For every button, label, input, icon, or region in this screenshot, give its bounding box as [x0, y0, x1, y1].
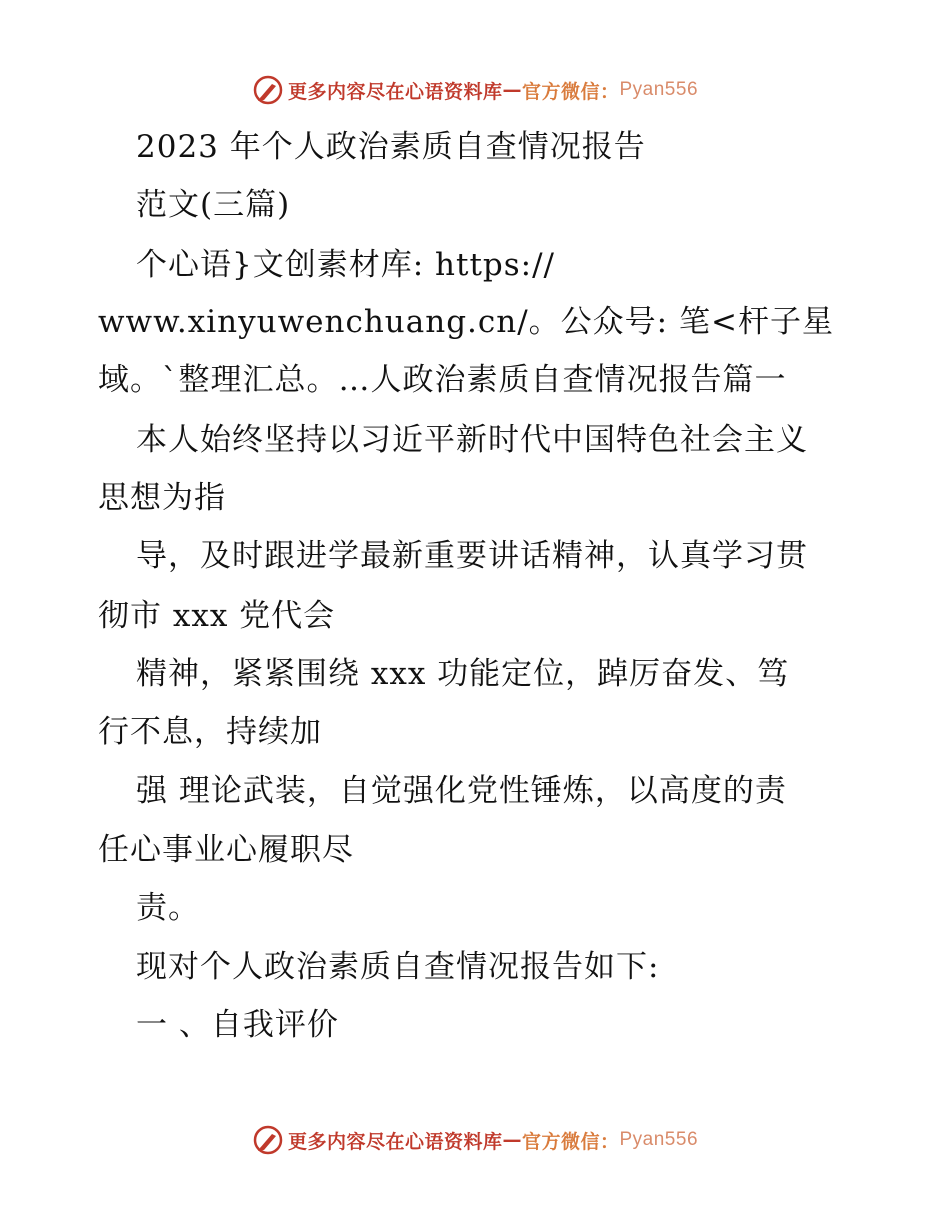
doc-line: 精神，紧紧围绕 xxx 功能定位，踔厉奋发、笃 — [136, 656, 790, 692]
doc-line: 行不息，持续加 — [98, 714, 322, 750]
header-watermark — [0, 70, 950, 110]
doc-line: 任心事业心履职尽 — [98, 832, 354, 868]
doc-line: www.xinyuwenchuang.cn/。公众号: 笔<杆子星 — [98, 304, 834, 340]
doc-title-line-2: 范文(三篇) — [136, 187, 291, 223]
doc-line: 现对个人政治素质自查情况报告如下: — [136, 949, 660, 985]
doc-line: 导，及时跟进学最新重要讲话精神，认真学习贯 — [136, 538, 808, 574]
watermark-dash: — — [502, 1129, 522, 1151]
footer-watermark — [0, 1120, 950, 1160]
watermark-contact-label: 官方微信： — [521, 80, 620, 103]
doc-line: 本人始终坚持以习近平新时代中国特色社会主义 — [136, 422, 808, 458]
doc-line: 彻市 xxx 党代会 — [98, 598, 336, 634]
doc-line: 思想为指 — [98, 480, 226, 516]
doc-title-line-1: 2023 年个人政治素质自查情况报告 — [136, 129, 646, 165]
watermark-main-text: 更多内容尽在心语资料库 — [287, 80, 503, 103]
pen-logo-icon — [252, 74, 284, 106]
doc-section-heading: 一 、自我评价 — [136, 1007, 339, 1043]
watermark-main-text: 更多内容尽在心语资料库 — [287, 1130, 503, 1153]
watermark-dash: — — [502, 79, 522, 101]
doc-line: 责。 — [136, 890, 200, 926]
doc-line: 域。`整理汇总。…人政治素质自查情况报告篇一 — [98, 362, 787, 398]
watermark-contact-id: Pyan556 — [619, 1129, 699, 1150]
pen-logo-icon — [252, 1124, 284, 1156]
doc-line: 强 理论武装，自觉强化党性锤炼，以高度的责 — [136, 773, 787, 809]
watermark-contact-id: Pyan556 — [619, 79, 699, 100]
watermark-contact-label: 官方微信： — [521, 1130, 620, 1153]
doc-line: 个心语}文创素材库: https:// — [136, 247, 555, 283]
